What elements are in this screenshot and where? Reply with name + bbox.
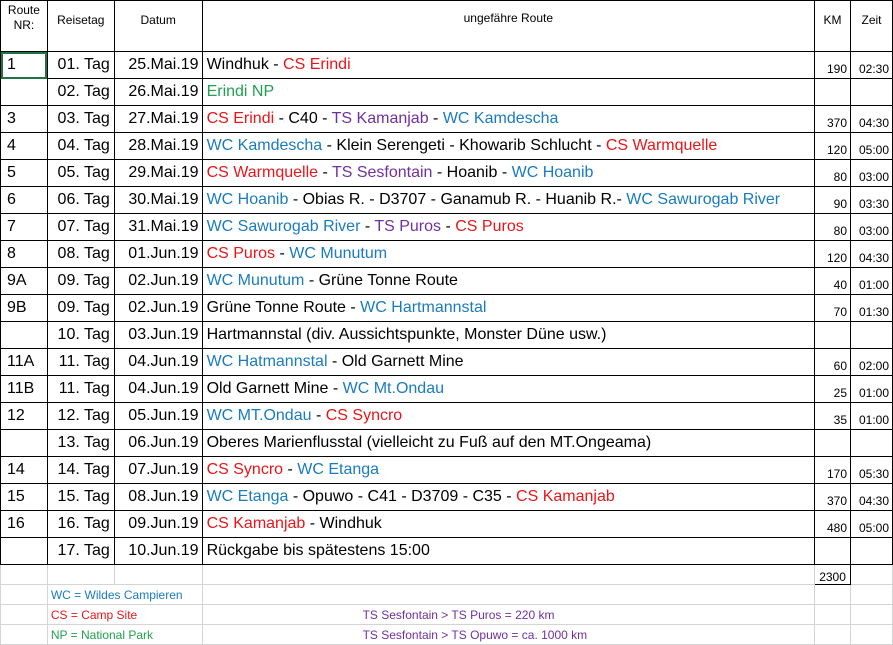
table-row	[1, 511, 893, 538]
route-nr-cell[interactable]: 6	[1, 187, 48, 214]
route-nr-cell[interactable]	[1, 430, 48, 457]
empty-cell[interactable]	[47, 565, 114, 585]
reisetag-cell[interactable]: 01. Tag	[47, 52, 114, 79]
route-segment: CS Erindi	[283, 56, 351, 73]
empty-cell[interactable]	[851, 625, 893, 645]
table-row	[1, 322, 893, 349]
header-route-desc[interactable]: ungefähre Route	[202, 1, 815, 52]
datum-cell[interactable]: 05.Jun.19	[114, 403, 202, 430]
datum-cell[interactable]: 06.Jun.19	[114, 430, 202, 457]
route-segment: CS Kamanjab	[206, 515, 306, 532]
route-segment: -	[275, 245, 290, 262]
route-segment: - Klein Serengeti - Khowarib Schlucht -	[322, 137, 606, 154]
datum-cell[interactable]: 29.Mai.19	[114, 160, 202, 187]
route-segment: -	[311, 407, 326, 424]
reisetag-cell[interactable]: 16. Tag	[47, 511, 114, 538]
route-segment: -	[428, 110, 443, 127]
route-segment: Erindi NP	[206, 83, 275, 100]
note-cell[interactable]	[202, 585, 815, 605]
route-segment: - C40 -	[274, 110, 332, 127]
route-nr-cell[interactable]: 5	[1, 160, 48, 187]
route-segment: -	[441, 218, 456, 235]
route-segment: WC Munutum	[206, 272, 305, 289]
reisetag-cell[interactable]: 11. Tag	[47, 349, 114, 376]
route-segment: CS Puros	[206, 245, 276, 262]
route-segment: -	[360, 218, 375, 235]
route-nr-cell[interactable]: 4	[1, 133, 48, 160]
zeit-cell[interactable]: 03:30	[851, 187, 893, 214]
table-row	[1, 538, 893, 565]
table-row	[1, 457, 893, 484]
header-zeit[interactable]: Zeit	[851, 1, 893, 52]
empty-cell[interactable]	[815, 605, 851, 625]
reisetag-cell[interactable]: 11. Tag	[47, 376, 114, 403]
empty-cell[interactable]	[851, 605, 893, 625]
route-segment: - Hoanib -	[432, 164, 512, 181]
route-segment: TS Kamanjab	[331, 110, 429, 127]
zeit-cell[interactable]	[851, 430, 893, 457]
route-segment: Windhuk	[206, 56, 269, 73]
route-segment: CS Puros	[455, 218, 524, 235]
km-cell[interactable]: 370	[815, 484, 851, 511]
zeit-cell[interactable]: 05:00	[851, 133, 893, 160]
route-segment: WC Kamdescha	[442, 110, 559, 127]
distance-note: TS Sesfontain > TS Opuwo = ca. 1000 km	[362, 627, 588, 642]
reisetag-cell[interactable]: 13. Tag	[47, 430, 114, 457]
route-desc-cell[interactable]	[202, 322, 815, 349]
table-row	[1, 484, 893, 511]
route-segment: Rückgabe bis spätestens 15:00	[206, 542, 430, 559]
legend-text: NP = National Park	[50, 627, 154, 642]
route-nr-cell[interactable]: 11B	[1, 376, 48, 403]
route-segment: WC Etanga	[206, 488, 289, 505]
route-desc-cell[interactable]	[202, 214, 815, 241]
table-row	[1, 376, 893, 403]
zeit-cell[interactable]: 04:30	[851, 241, 893, 268]
legend-text: WC = Wildes Campieren	[50, 587, 183, 602]
route-segment: CS Kamanjab	[516, 488, 615, 505]
legend-entry[interactable]	[47, 605, 202, 625]
route-segment: WC Hoanib	[206, 191, 289, 208]
reisetag-cell[interactable]: 03. Tag	[47, 106, 114, 133]
route-segment: -	[318, 164, 332, 181]
zeit-cell[interactable]: 05:00	[851, 511, 893, 538]
header-nr-label: NR:	[13, 18, 35, 32]
reisetag-cell[interactable]: 10. Tag	[47, 322, 114, 349]
datum-cell[interactable]: 31.Mai.19	[114, 214, 202, 241]
table-row	[1, 268, 893, 295]
route-nr-cell[interactable]: 11A	[1, 349, 48, 376]
route-desc-cell[interactable]	[202, 403, 815, 430]
empty-cell[interactable]	[202, 565, 815, 585]
datum-cell[interactable]: 09.Jun.19	[114, 511, 202, 538]
zeit-cell[interactable]: 05:30	[851, 457, 893, 484]
empty-cell[interactable]	[815, 585, 851, 605]
km-cell[interactable]: 40	[815, 268, 851, 295]
route-desc-cell[interactable]	[202, 538, 815, 565]
route-desc-cell[interactable]	[202, 241, 815, 268]
zeit-cell[interactable]: 03:00	[851, 214, 893, 241]
route-segment: WC Kamdescha	[206, 137, 323, 154]
table-row	[1, 133, 893, 160]
route-segment: WC Hartmannstal	[360, 299, 487, 316]
route-segment: -	[283, 461, 298, 478]
empty-cell[interactable]	[1, 605, 48, 625]
route-segment: - Obias R. - D3707 - Ganamub R. - Huanib R.-	[288, 191, 627, 208]
datum-cell[interactable]: 28.Mai.19	[114, 133, 202, 160]
reisetag-cell[interactable]: 08. Tag	[47, 241, 114, 268]
route-segment: CS Warmquelle	[206, 164, 319, 181]
datum-cell[interactable]: 27.Mai.19	[114, 106, 202, 133]
reisetag-cell[interactable]: 15. Tag	[47, 484, 114, 511]
route-desc-cell[interactable]	[202, 52, 815, 79]
legend-row	[1, 605, 893, 625]
reisetag-cell[interactable]: 12. Tag	[47, 403, 114, 430]
route-desc-cell[interactable]	[202, 430, 815, 457]
zeit-cell[interactable]	[851, 79, 893, 106]
route-desc-cell[interactable]	[202, 187, 815, 214]
zeit-cell[interactable]: 01:00	[851, 403, 893, 430]
empty-cell[interactable]	[815, 625, 851, 645]
route-desc-cell[interactable]	[202, 457, 815, 484]
route-segment: -	[268, 56, 284, 73]
route-desc-cell[interactable]	[202, 160, 815, 187]
route-desc-cell[interactable]	[202, 106, 815, 133]
km-cell[interactable]: 190	[815, 52, 851, 79]
reisetag-cell[interactable]: 17. Tag	[47, 538, 114, 565]
route-segment: WC Hatmannstal	[206, 353, 328, 370]
route-desc-cell[interactable]	[202, 511, 815, 538]
empty-cell[interactable]	[851, 585, 893, 605]
distance-note: TS Sesfontain > TS Puros = 220 km	[362, 607, 555, 622]
route-nr-cell[interactable]	[1, 322, 48, 349]
legend-row	[1, 585, 893, 605]
route-segment: WC Hoanib	[511, 164, 594, 181]
route-segment: CS Erindi	[206, 110, 275, 127]
zeit-cell[interactable]: 04:30	[851, 484, 893, 511]
zeit-cell[interactable]: 02:30	[851, 52, 893, 79]
reisetag-cell[interactable]: 14. Tag	[47, 457, 114, 484]
route-nr-cell[interactable]: 9B	[1, 295, 48, 322]
km-cell[interactable]: 170	[815, 457, 851, 484]
datum-cell[interactable]: 04.Jun.19	[114, 349, 202, 376]
legend-entry[interactable]	[47, 585, 202, 605]
route-segment: Old Garnett Mine -	[206, 380, 343, 397]
table-row	[1, 295, 893, 322]
header-row	[1, 1, 893, 52]
route-segment: CS Syncro	[325, 407, 403, 424]
datum-cell[interactable]: 26.Mai.19	[114, 79, 202, 106]
km-cell[interactable]: 120	[815, 241, 851, 268]
reisetag-cell[interactable]: 09. Tag	[47, 295, 114, 322]
zeit-cell[interactable]	[851, 538, 893, 565]
note-cell[interactable]	[202, 605, 815, 625]
route-nr-cell[interactable]: 14	[1, 457, 48, 484]
route-segment: WC Mt.Ondau	[342, 380, 444, 397]
route-desc-cell[interactable]	[202, 133, 815, 160]
route-nr-cell[interactable]: 16	[1, 511, 48, 538]
datum-cell[interactable]: 01.Jun.19	[114, 241, 202, 268]
empty-cell[interactable]	[1, 565, 48, 585]
route-nr-cell[interactable]: 15	[1, 484, 48, 511]
km-cell[interactable]: 60	[815, 349, 851, 376]
reisetag-cell[interactable]: 05. Tag	[47, 160, 114, 187]
total-row	[1, 565, 893, 585]
km-cell[interactable]: 80	[815, 160, 851, 187]
route-segment: - Windhuk	[305, 515, 382, 532]
datum-cell[interactable]: 07.Jun.19	[114, 457, 202, 484]
km-cell[interactable]: 120	[815, 133, 851, 160]
empty-cell[interactable]	[851, 565, 893, 585]
route-segment: Hartmannstal (div. Aussichtspunkte, Monster Düne usw.)	[206, 326, 607, 343]
zeit-cell[interactable]	[851, 322, 893, 349]
km-cell[interactable]	[815, 430, 851, 457]
route-nr-cell[interactable]	[1, 538, 48, 565]
table-row	[1, 214, 893, 241]
route-nr-cell[interactable]: 8	[1, 241, 48, 268]
route-nr-cell[interactable]: 7	[1, 214, 48, 241]
zeit-cell[interactable]: 01:30	[851, 295, 893, 322]
route-nr-cell[interactable]: 9A	[1, 268, 48, 295]
header-km[interactable]: KM	[815, 1, 851, 52]
table-row	[1, 349, 893, 376]
reisetag-cell[interactable]: 02. Tag	[47, 79, 114, 106]
route-segment: WC MT.Ondau	[206, 407, 312, 424]
header-reisetag[interactable]: Reisetag	[47, 1, 114, 52]
table-row	[1, 187, 893, 214]
datum-cell[interactable]: 30.Mai.19	[114, 187, 202, 214]
route-desc-cell[interactable]	[202, 349, 815, 376]
route-segment: CS Syncro	[206, 461, 284, 478]
km-cell[interactable]: 370	[815, 106, 851, 133]
km-cell[interactable]: 35	[815, 403, 851, 430]
empty-cell[interactable]	[1, 625, 48, 645]
route-segment: - Old Garnett Mine	[327, 353, 464, 370]
zeit-cell[interactable]: 01:00	[851, 376, 893, 403]
route-segment: - Opuwo - C41 - D3709 - C35 -	[288, 488, 517, 505]
empty-cell[interactable]	[114, 565, 202, 585]
route-segment: TS Sesfontain	[331, 164, 433, 181]
route-desc-cell[interactable]	[202, 484, 815, 511]
header-route-label: Route	[7, 3, 40, 17]
km-cell[interactable]: 70	[815, 295, 851, 322]
empty-cell[interactable]	[1, 585, 48, 605]
route-segment: WC Sawurogab River	[626, 191, 781, 208]
route-segment: CS Warmquelle	[605, 137, 718, 154]
datum-cell[interactable]: 02.Jun.19	[114, 268, 202, 295]
datum-cell[interactable]: 04.Jun.19	[114, 376, 202, 403]
km-cell[interactable]: 80	[815, 214, 851, 241]
km-cell[interactable]	[815, 322, 851, 349]
route-nr-cell[interactable]: 1	[1, 52, 48, 79]
km-cell[interactable]	[815, 79, 851, 106]
route-segment: - Grüne Tonne Route	[304, 272, 458, 289]
reisetag-cell[interactable]: 06. Tag	[47, 187, 114, 214]
route-segment: WC Munutum	[289, 245, 388, 262]
zeit-cell[interactable]: 03:00	[851, 160, 893, 187]
table-row	[1, 241, 893, 268]
reisetag-cell[interactable]: 04. Tag	[47, 133, 114, 160]
note-cell[interactable]	[202, 625, 815, 645]
route-desc-cell[interactable]	[202, 295, 815, 322]
datum-cell[interactable]: 08.Jun.19	[114, 484, 202, 511]
total-km-cell[interactable]: 2300	[815, 565, 851, 585]
km-cell[interactable]: 25	[815, 376, 851, 403]
datum-cell[interactable]: 02.Jun.19	[114, 295, 202, 322]
header-route-nr[interactable]	[1, 1, 48, 52]
route-segment: WC Etanga	[297, 461, 380, 478]
legend-row	[1, 625, 893, 645]
reisetag-cell[interactable]: 09. Tag	[47, 268, 114, 295]
table-row	[1, 52, 893, 79]
legend-text: CS = Camp Site	[50, 607, 138, 622]
route-desc-cell[interactable]	[202, 268, 815, 295]
header-datum[interactable]: Datum	[114, 1, 202, 52]
datum-cell[interactable]: 25.Mai.19	[114, 52, 202, 79]
datum-cell[interactable]: 10.Jun.19	[114, 538, 202, 565]
reisetag-cell[interactable]: 07. Tag	[47, 214, 114, 241]
datum-cell[interactable]: 03.Jun.19	[114, 322, 202, 349]
table-row	[1, 430, 893, 457]
zeit-cell[interactable]: 02:00	[851, 349, 893, 376]
km-cell[interactable]: 90	[815, 187, 851, 214]
table-row	[1, 160, 893, 187]
route-nr-cell[interactable]: 3	[1, 106, 48, 133]
km-cell[interactable]	[815, 538, 851, 565]
route-segment: TS Puros	[374, 218, 442, 235]
zeit-cell[interactable]: 01:00	[851, 268, 893, 295]
route-desc-cell[interactable]	[202, 79, 815, 106]
table-row	[1, 79, 893, 106]
route-segment: Oberes Marienflusstal (vielleicht zu Fuß auf den MT.Ongeama)	[206, 434, 652, 451]
zeit-cell[interactable]: 04:30	[851, 106, 893, 133]
legend-entry[interactable]	[47, 625, 202, 645]
route-desc-cell[interactable]	[202, 376, 815, 403]
route-segment: Grüne Tonne Route -	[206, 299, 361, 316]
route-nr-cell[interactable]	[1, 79, 48, 106]
route-nr-cell[interactable]: 12	[1, 403, 48, 430]
table-row	[1, 403, 893, 430]
km-cell[interactable]: 480	[815, 511, 851, 538]
table-row	[1, 106, 893, 133]
route-segment: WC Sawurogab River	[206, 218, 361, 235]
